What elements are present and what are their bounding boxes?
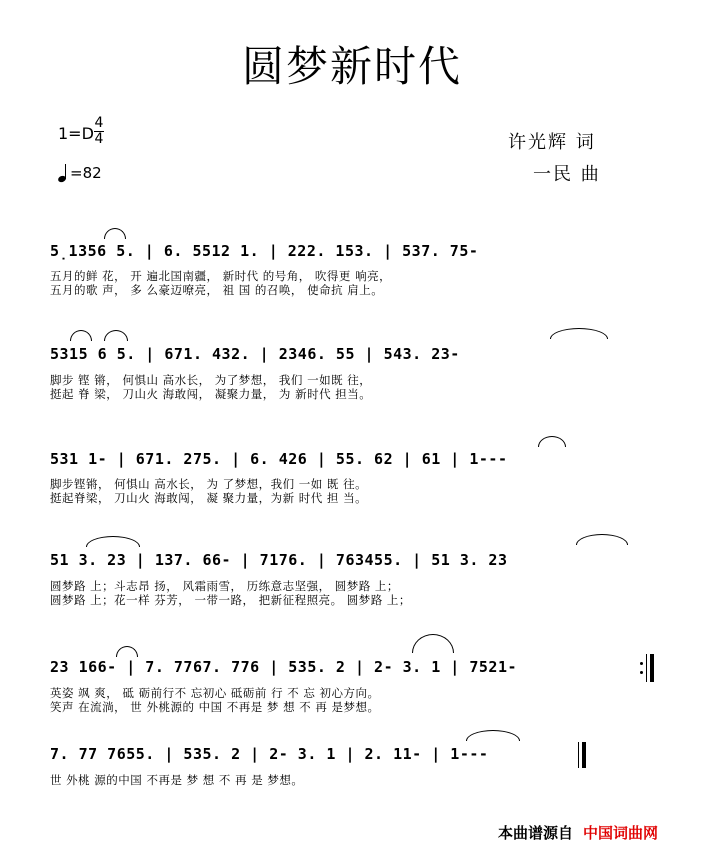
time-signature-bottom: 4 (94, 131, 104, 147)
source-footer (498, 822, 658, 843)
notation-row-5: 23 166- | 7. 7767. 776 | 535. 2 | 2- 3. 1 | 7521- (50, 658, 518, 676)
brand-link[interactable]: 中国词曲网 (583, 824, 659, 842)
composer-credit: 一民 曲 (533, 164, 601, 185)
tempo-marking (58, 164, 102, 182)
lyrics-row-2-verse-2: 挺起 脊 梁， 刀山火 海敢闯， 凝聚力量， 为 新时代 担当。 (50, 387, 372, 401)
time-signature (93, 116, 105, 147)
slur-mark (104, 330, 128, 341)
slur-mark (86, 536, 140, 547)
lyrics-row-1-verse-1: 五月的鲜 花， 开 遍北国南疆， 新时代 的号角， 吹得更 响亮， (50, 269, 392, 283)
lyrics-row-3-verse-1: 脚步铿锵， 何惧山 高水长， 为 了梦想，我们 一如 既 往。 (50, 477, 368, 491)
lyrics-row-6: 世 外桃 源的中国 不再是 梦 想 不 再 是 梦想。 (50, 773, 304, 787)
slur-mark (538, 436, 566, 447)
notation-row-3: 531 1- | 671. 275. | 6. 426 | 55. 62 | 61 | 1--- (50, 450, 508, 468)
slur-mark (576, 534, 628, 545)
lyricist-credit: 许光辉 词 (508, 132, 596, 153)
tempo-value: =82 (70, 164, 102, 182)
lyrics-row-1-verse-2: 五月的歌 声， 多 么豪迈嘹亮， 祖 国 的召唤， 使命抗 肩上。 (50, 283, 384, 297)
lyrics-row-4-verse-1: 圆梦路 上；斗志昂 扬， 风霜雨雪， 历练意志坚强， 圆梦路 上； (50, 579, 399, 593)
slur-mark (550, 328, 608, 339)
slur-mark (104, 228, 126, 239)
key-signature: 1=D (58, 124, 94, 143)
source-label: 本曲谱源自 (498, 824, 574, 842)
notation-row-1: 5̣1356 5. | 6. 5512 1. | 222. 153. | 537. 75- (50, 242, 479, 260)
lyrics-row-5-verse-1: 英姿 飒 爽， 砥 砺前行不 忘初心 砥砺前 行 不 忘 初心方向。 (50, 686, 380, 700)
slur-mark (116, 646, 138, 657)
lyrics-row-3-verse-2: 挺起脊梁， 刀山火 海敢闯， 凝 聚力量，为新 时代 担 当。 (50, 491, 368, 505)
slur-mark (70, 330, 92, 341)
slur-mark (466, 730, 520, 741)
lyrics-row-5-verse-2: 笑声 在流淌， 世 外桃源的 中国 不再是 梦 想 不 再 是梦想。 (50, 700, 380, 714)
lyrics-row-2-verse-1: 脚步 铿 锵， 何惧山 高水长， 为了梦想， 我们 一如既 往， (50, 373, 372, 387)
slur-mark (412, 634, 454, 653)
song-title: 圆梦新时代 (241, 42, 462, 91)
quarter-note-icon (58, 164, 70, 182)
lyrics-row-4-verse-2: 圆梦路 上；花一样 芬芳， 一带一路， 把新征程照亮。 圆梦路 上； (50, 593, 411, 607)
time-signature-top: 4 (94, 115, 104, 131)
notation-row-6: 7. 77 7655. | 535. 2 | 2- 3. 1 | 2. 11- | 1--- (50, 745, 489, 763)
notation-row-2: 5315 6 5. | 671. 432. | 2346. 55 | 543. 23- (50, 345, 460, 363)
notation-row-4: 51 3. 23 | 137. 66- | 7176. | 763455. | 51 3. 23 (50, 551, 508, 569)
